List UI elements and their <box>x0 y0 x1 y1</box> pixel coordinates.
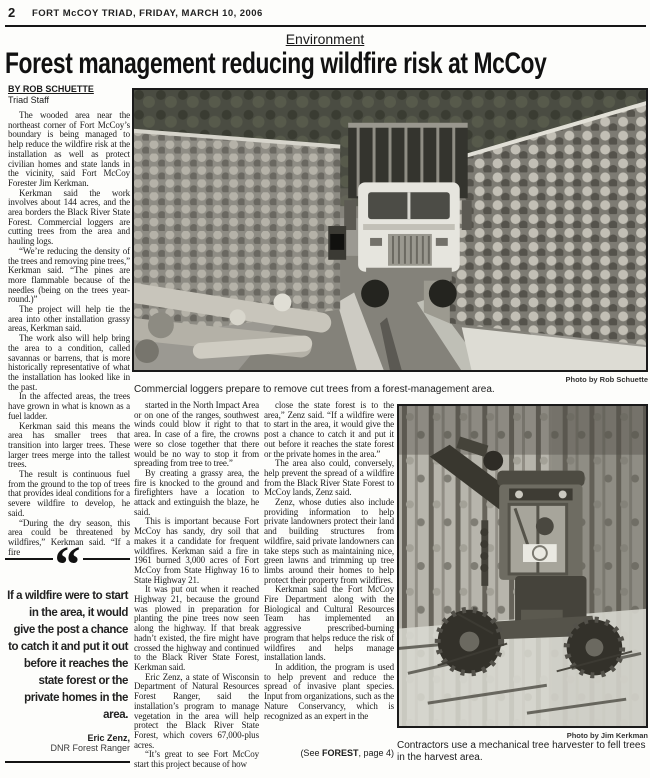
paragraph: “It’s great to see Fort McCoy start this project because of how <box>134 749 259 770</box>
paragraph: By creating a grassy area, the fire is knocked to the ground and firefighters have a location to attack and extinguish the blaze, he said. <box>134 467 259 517</box>
pull-quote-text: If a wildfire were to start in the area, it would give the post a chance to catch it and put it out before it reaches the state forest or the private homes in the area. <box>7 590 128 721</box>
headline: Forest management reducing wildfire risk at McCoy <box>5 47 547 80</box>
paragraph: Eric Zenz, a state of Wisconsin Department of Natural Resources Forest Ranger, said the installation’s program to manage vegetation in the area will help protect the Black River State Forest, which covers 67,000-plus acres. <box>134 671 259 750</box>
paragraph: Kerkman said the work involves about 144 acres, and the area borders the Black River State Forest. Commercial loggers are cutting trees from the area and hauling logs. <box>8 187 130 247</box>
paragraph: “During the dry season, this area could be threatened by wildfires,” Kerkman said. “If a fire <box>8 517 130 557</box>
paragraph: The wooded area near the northeast corner of Fort McCoy’s boundary is being managed to help reduce the wildfire risk at the installation as well as protect civilian homes and state lands in the vicinity, said Fort McCoy Forester Jim Kerkman. <box>8 110 130 188</box>
pull-quote-attribution-name: Eric Zenz, <box>87 733 130 743</box>
section-label: Environment <box>285 31 365 47</box>
pull-quote-attribution-title: DNR Forest Ranger <box>50 743 130 753</box>
paragraph: It was put out when it reached Highway 21, because the ground was plowed in preparation for planting the pine trees now seen along the highway. If that break hadn’t existed, the fire might have crossed the highway and continued to the Black River State Forest, Kerkman said. <box>134 584 259 672</box>
logging-truck-illustration <box>133 89 647 371</box>
pull-quote-bottom-rule <box>5 761 130 763</box>
paragraph: started in the North Impact Area or on one of the ranges, southwest winds could blow it right to that area. In case of a fire, the crowns were so close together that there would be no way to stop it from spreading from tree to tree.” <box>134 400 259 469</box>
paragraph: “We’re reducing the density of the trees and removing pine trees,” Kerkman said. “The pines are more flammable because of the needles (being on the trees year-round.)” <box>8 245 130 305</box>
article-column-2 <box>134 401 259 770</box>
paragraph: Zenz, whose duties also include providing information to help private landowners protect their land and building structures from wildfire, said private landowners can take steps such as maintaining nice, green lawns and trimming up tree limbs around their homes to help protect their property from wildfires. <box>264 497 394 585</box>
paragraph: The result is continuous fuel from the ground to the top of trees that provides ideal conditions for a severe wildfire to develop, he said. <box>8 469 130 518</box>
header-rule <box>5 25 646 27</box>
photo-credit-bottom: Photo by Jim Kerkman <box>566 731 648 740</box>
tree-harvester-photo <box>397 404 648 728</box>
photo-caption-bottom: Contractors use a mechanical tree harvester to fell trees in the harvest area. <box>397 740 646 763</box>
photo-credit-top: Photo by Rob Schuette <box>565 375 648 384</box>
byline: BY ROB SCHUETTE <box>8 84 94 94</box>
paragraph: The work also will help bring the area to a condition, called savannas or barrens, that is more historically representative of what the installation has looked like in the past. <box>8 333 130 392</box>
paragraph: The project will help tie the area into other installation grassy areas, Kerkman said. <box>8 304 130 334</box>
masthead: FORT McCOY TRIAD, FRIDAY, MARCH 10, 2006 <box>32 8 263 19</box>
paragraph: In addition, the program is used to help prevent and reduce the spread of invasive plant species. Input from organizations, such as the Nature Conservancy, which is recognized as an expert in the <box>264 661 394 721</box>
page-number: 2 <box>8 5 16 20</box>
tree-harvester-illustration <box>398 405 647 727</box>
photo-caption-top: Commercial loggers prepare to remove cut trees from a forest-management area. <box>134 384 495 395</box>
article-column-3 <box>264 401 394 721</box>
logging-truck-photo <box>132 88 648 372</box>
quote-marks-icon: “ <box>54 537 81 594</box>
paragraph: Kerkman said this means the area has smaller trees that transition into larger trees. These larger trees merge into the tallest trees. <box>8 420 130 470</box>
paragraph: The area also could, conversely, help prevent the spread of a wildfire from the Black River State Forest to McCoy lands, Zenz said. <box>264 458 394 498</box>
paragraph: In the affected areas, the trees have grown in what is known as a fuel ladder. <box>8 391 130 421</box>
byline-title: Triad Staff <box>8 95 50 105</box>
paragraph: This is important because Fort McCoy has sandy, dry soil that makes it a candidate for frequent wildfires. Kerkman said a fire in 1961 burned 3,000 acres of Fort McCoy from State Highway 16 to State Highway 21. <box>134 516 259 585</box>
paragraph: Kerkman said the Fort McCoy Fire Department along with the Biological and Cultural Resources Team has implemented an aggressive prescribed-burning program that helps reduce the risk of wildfires and helps manage installation lands. <box>264 584 394 663</box>
continuation-note: (See FOREST, page 4) <box>300 748 394 758</box>
paragraph: close the state forest is to the area,” Zenz said. “If a wildfire were to start in the area, it would give the post a chance to catch it and put it out before it reaches the state forest or the private homes in the area.” <box>264 400 394 459</box>
article-column-1 <box>8 111 130 557</box>
